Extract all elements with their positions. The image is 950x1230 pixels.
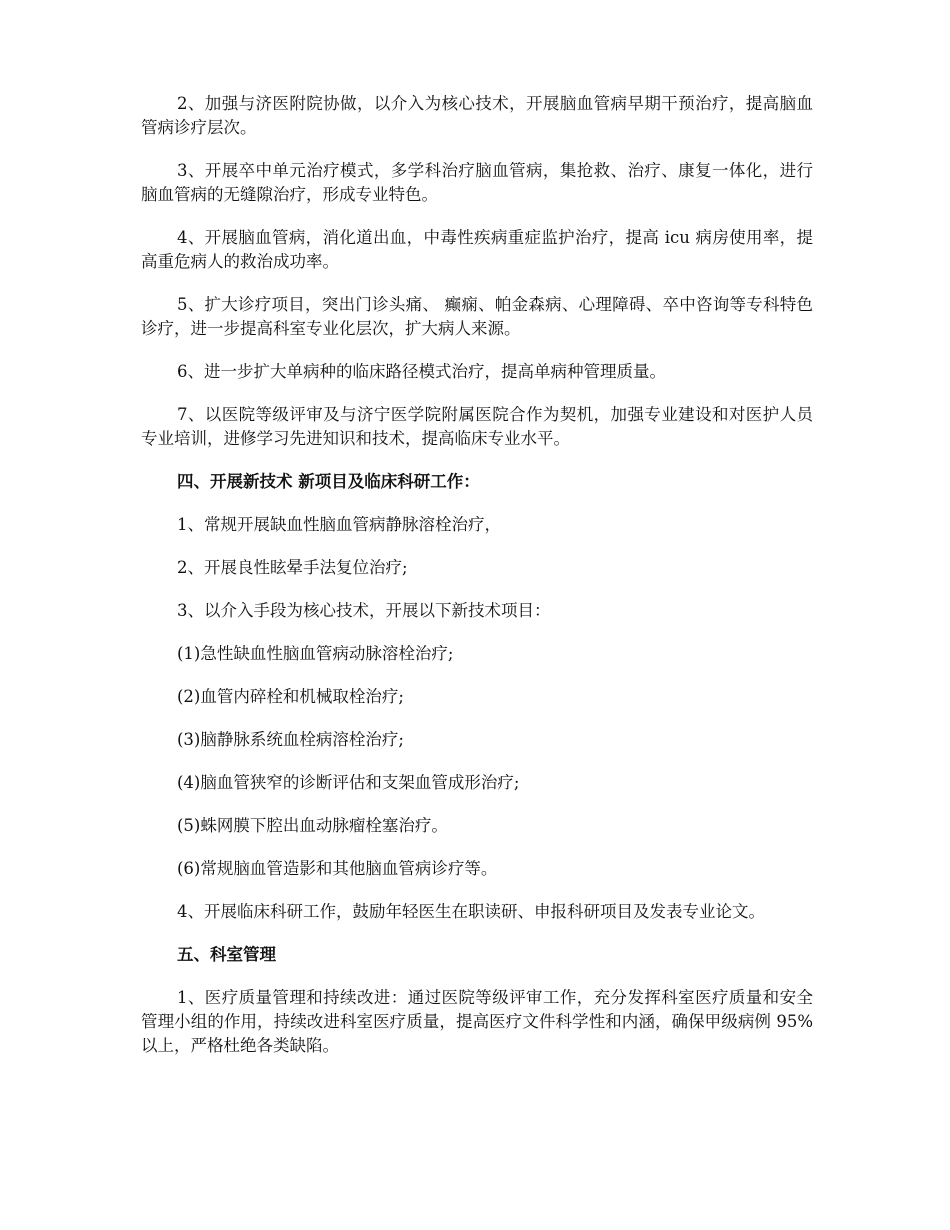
tech-item-4: 4、开展临床科研工作，鼓励年轻医生在职读研、申报科研项目及发表专业论文。 <box>177 902 765 921</box>
tech-item-1: 1、常规开展缺血性脑血管病静脉溶栓治疗， <box>177 515 501 534</box>
document-body <box>141 92 813 1077</box>
tech-subitem-5: (5)蛛网膜下腔出血动脉瘤栓塞治疗。 <box>177 816 448 835</box>
management-item-1: 1、医疗质量管理和持续改进：通过医院等级评审工作，充分发挥科室医疗质量和安全管理小组的作用，持续改进科室医疗质量，提高医疗文件科学性和内涵，确保甲级病例 95%以上，严格杜绝各类缺陷。 <box>141 988 813 1055</box>
section-heading-five: 五、科室管理 <box>177 945 276 964</box>
tech-subitem-3: (3)脑静脉系统血栓病溶栓治疗; <box>177 730 404 749</box>
paragraph-item-2: 2、加强与济医附院协做，以介入为核心技术，开展脑血管病早期干预治疗，提高脑血管病诊疗层次。 <box>141 94 813 137</box>
paragraph-item-4: 4、开展脑血管病，消化道出血，中毒性疾病重症监护治疗，提高 icu 病房使用率，提高重危病人的救治成功率。 <box>141 228 813 271</box>
section-heading-four: 四、开展新技术 新项目及临床科研工作： <box>177 472 480 491</box>
tech-subitem-2: (2)血管内碎栓和机械取栓治疗; <box>177 687 404 706</box>
tech-subitem-1: (1)急性缺血性脑血管病动脉溶栓治疗; <box>177 644 454 663</box>
tech-item-2: 2、开展良性眩晕手法复位治疗; <box>177 558 408 577</box>
tech-subitem-4: (4)脑血管狭窄的诊断评估和支架血管成形治疗; <box>177 773 520 792</box>
tech-subitem-6: (6)常规脑血管造影和其他脑血管病诊疗等。 <box>177 859 498 878</box>
paragraph-item-6: 6、进一步扩大单病种的临床路径模式治疗，提高单病种管理质量。 <box>177 362 666 381</box>
paragraph-item-5: 5、扩大诊疗项目，突出门诊头痛、 癫痫、帕金森病、心理障碍、卒中咨询等专科特色诊疗，进一步提高科室专业化层次，扩大病人来源。 <box>141 295 813 338</box>
paragraph-item-7: 7、以医院等级评审及与济宁医学院附属医院合作为契机，加强专业建设和对医护人员专业培训，进修学习先进知识和技术，提高临床专业水平。 <box>141 405 813 448</box>
paragraph-item-3: 3、开展卒中单元治疗模式，多学科治疗脑血管病，集抢救、治疗、康复一体化，进行脑血管病的无缝隙治疗，形成专业特色。 <box>141 161 813 204</box>
tech-item-3: 3、以介入手段为核心技术，开展以下新技术项目： <box>177 601 551 620</box>
